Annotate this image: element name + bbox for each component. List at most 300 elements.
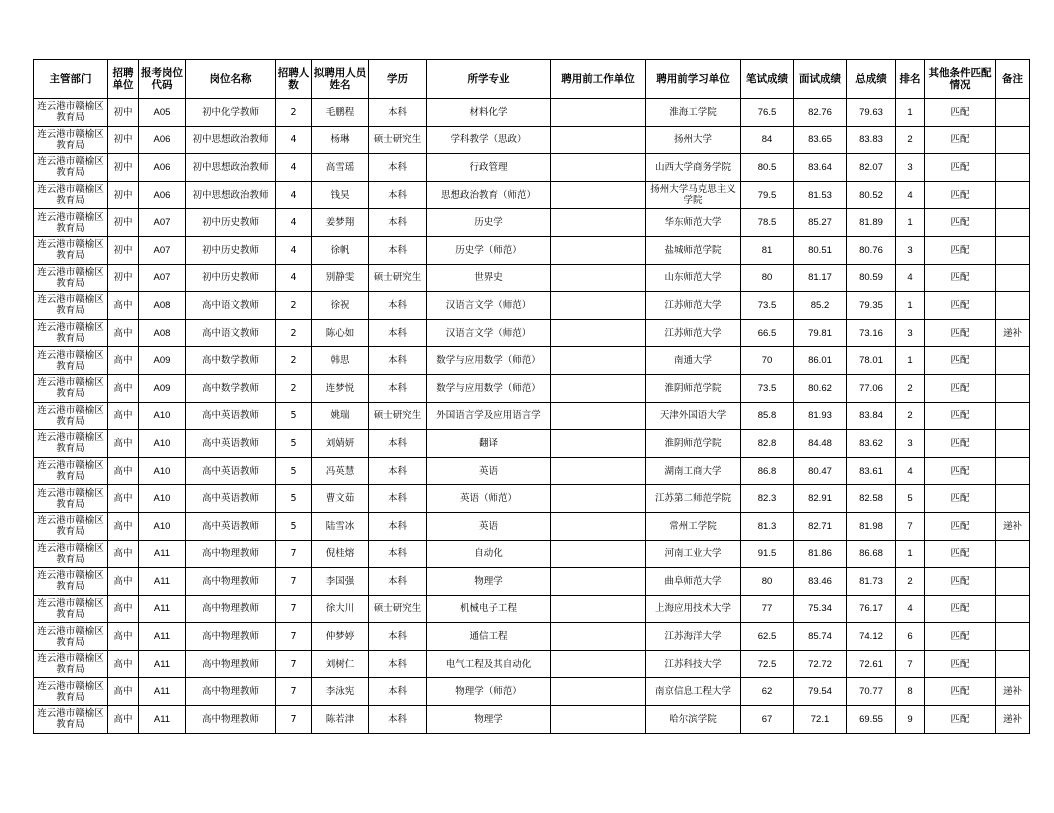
name-cell: 姚瑞	[312, 402, 369, 430]
name-cell: 别静雯	[312, 264, 369, 292]
interview-score-cell: 85.74	[794, 623, 847, 651]
work-cell	[551, 512, 646, 540]
quota-cell: 5	[276, 430, 312, 458]
unit-cell: 高中	[108, 292, 139, 320]
major-cell: 英语	[427, 457, 551, 485]
code-cell: A11	[139, 568, 186, 596]
quota-cell: 5	[276, 457, 312, 485]
dept-cell: 连云港市赣榆区教育局	[34, 540, 108, 568]
dept-cell: 连云港市赣榆区教育局	[34, 154, 108, 182]
post-cell: 初中化学教师	[186, 99, 276, 127]
interview-score-cell: 83.65	[794, 126, 847, 154]
work-cell	[551, 650, 646, 678]
major-cell: 物理学	[427, 568, 551, 596]
table-row	[34, 264, 1030, 292]
rank-cell: 4	[896, 595, 925, 623]
rank-cell: 2	[896, 126, 925, 154]
edu-cell: 本科	[369, 706, 427, 734]
name-cell: 毛鹏程	[312, 99, 369, 127]
match-cell: 匹配	[925, 485, 996, 513]
code-cell: A11	[139, 623, 186, 651]
total-score-cell: 76.17	[847, 595, 896, 623]
school-cell: 扬州大学马克思主义学院	[646, 181, 741, 209]
work-cell	[551, 457, 646, 485]
match-cell: 匹配	[925, 347, 996, 375]
school-cell: 淮阴师范学院	[646, 430, 741, 458]
written-score-cell: 81.3	[741, 512, 794, 540]
interview-score-cell: 75.34	[794, 595, 847, 623]
table-row	[34, 319, 1030, 347]
dept-cell: 连云港市赣榆区教育局	[34, 209, 108, 237]
name-cell: 冯英慧	[312, 457, 369, 485]
edu-cell: 本科	[369, 209, 427, 237]
major-cell: 数学与应用数学（师范）	[427, 374, 551, 402]
total-score-cell: 82.58	[847, 485, 896, 513]
rank-cell: 3	[896, 154, 925, 182]
work-cell	[551, 236, 646, 264]
written-score-cell: 86.8	[741, 457, 794, 485]
note-cell	[996, 292, 1030, 320]
edu-cell: 本科	[369, 485, 427, 513]
name-cell: 曹文茹	[312, 485, 369, 513]
note-cell	[996, 430, 1030, 458]
rank-cell: 6	[896, 623, 925, 651]
hiring-roster-table	[33, 59, 1030, 734]
table-row	[34, 485, 1030, 513]
note-cell	[996, 485, 1030, 513]
written-score-cell: 70	[741, 347, 794, 375]
unit-cell: 高中	[108, 650, 139, 678]
post-cell: 初中历史教师	[186, 209, 276, 237]
major-cell: 英语	[427, 512, 551, 540]
note-cell	[996, 457, 1030, 485]
quota-cell: 5	[276, 512, 312, 540]
post-cell: 高中英语教师	[186, 512, 276, 540]
post-cell: 高中语文教师	[186, 292, 276, 320]
major-cell: 材料化学	[427, 99, 551, 127]
code-cell: A07	[139, 236, 186, 264]
code-cell: A10	[139, 402, 186, 430]
interview-score-cell: 79.81	[794, 319, 847, 347]
dept-cell: 连云港市赣榆区教育局	[34, 319, 108, 347]
name-cell: 仲梦婷	[312, 623, 369, 651]
name-cell: 李国强	[312, 568, 369, 596]
post-cell: 高中物理教师	[186, 540, 276, 568]
work-cell	[551, 209, 646, 237]
name-cell: 徐祝	[312, 292, 369, 320]
unit-cell: 高中	[108, 430, 139, 458]
unit-cell: 高中	[108, 457, 139, 485]
match-cell: 匹配	[925, 623, 996, 651]
note-cell	[996, 181, 1030, 209]
code-cell: A09	[139, 374, 186, 402]
major-cell: 外国语言学及应用语言学	[427, 402, 551, 430]
school-cell: 华东师范大学	[646, 209, 741, 237]
written-score-cell: 67	[741, 706, 794, 734]
rank-cell: 3	[896, 430, 925, 458]
unit-cell: 初中	[108, 236, 139, 264]
total-score-cell: 77.06	[847, 374, 896, 402]
code-cell: A08	[139, 292, 186, 320]
edu-cell: 本科	[369, 650, 427, 678]
code-cell: A11	[139, 706, 186, 734]
rank-cell: 4	[896, 181, 925, 209]
match-cell: 匹配	[925, 209, 996, 237]
table-row	[34, 678, 1030, 706]
school-cell: 山西大学商务学院	[646, 154, 741, 182]
match-cell: 匹配	[925, 181, 996, 209]
school-cell: 哈尔滨学院	[646, 706, 741, 734]
dept-cell: 连云港市赣榆区教育局	[34, 402, 108, 430]
major-cell: 通信工程	[427, 623, 551, 651]
written-score-cell: 78.5	[741, 209, 794, 237]
total-score-cell: 74.12	[847, 623, 896, 651]
match-cell: 匹配	[925, 154, 996, 182]
work-cell	[551, 540, 646, 568]
interview-score-cell: 80.51	[794, 236, 847, 264]
quota-cell: 7	[276, 568, 312, 596]
total-score-cell: 81.98	[847, 512, 896, 540]
post-cell: 高中语文教师	[186, 319, 276, 347]
major-cell: 学科教学（思政）	[427, 126, 551, 154]
dept-cell: 连云港市赣榆区教育局	[34, 485, 108, 513]
note-cell	[996, 650, 1030, 678]
school-cell: 江苏师范大学	[646, 319, 741, 347]
quota-cell: 2	[276, 99, 312, 127]
match-cell: 匹配	[925, 512, 996, 540]
total-score-cell: 86.68	[847, 540, 896, 568]
written-score-cell: 91.5	[741, 540, 794, 568]
unit-cell: 高中	[108, 678, 139, 706]
match-cell: 匹配	[925, 540, 996, 568]
post-cell: 高中物理教师	[186, 595, 276, 623]
table-row	[34, 402, 1030, 430]
interview-score-cell: 72.1	[794, 706, 847, 734]
unit-cell: 高中	[108, 374, 139, 402]
edu-cell: 本科	[369, 99, 427, 127]
match-cell: 匹配	[925, 595, 996, 623]
match-cell: 匹配	[925, 126, 996, 154]
school-cell: 江苏第二师范学院	[646, 485, 741, 513]
dept-cell: 连云港市赣榆区教育局	[34, 512, 108, 540]
total-score-cell: 78.01	[847, 347, 896, 375]
written-score-cell: 76.5	[741, 99, 794, 127]
major-cell: 历史学（师范）	[427, 236, 551, 264]
work-cell	[551, 568, 646, 596]
dept-cell: 连云港市赣榆区教育局	[34, 623, 108, 651]
table-row	[34, 374, 1030, 402]
quota-cell: 4	[276, 154, 312, 182]
name-cell: 钱昊	[312, 181, 369, 209]
note-cell	[996, 99, 1030, 127]
total-score-cell: 79.63	[847, 99, 896, 127]
name-cell: 陈心如	[312, 319, 369, 347]
school-cell: 盐城师范学院	[646, 236, 741, 264]
quota-cell: 5	[276, 485, 312, 513]
dept-cell: 连云港市赣榆区教育局	[34, 126, 108, 154]
quota-cell: 4	[276, 264, 312, 292]
unit-cell: 高中	[108, 319, 139, 347]
rank-cell: 3	[896, 319, 925, 347]
table-row	[34, 99, 1030, 127]
written-score-cell: 73.5	[741, 292, 794, 320]
major-cell: 物理学	[427, 706, 551, 734]
total-score-cell: 83.61	[847, 457, 896, 485]
written-score-cell: 72.5	[741, 650, 794, 678]
rank-cell: 1	[896, 540, 925, 568]
post-cell: 高中英语教师	[186, 457, 276, 485]
dept-cell: 连云港市赣榆区教育局	[34, 292, 108, 320]
match-cell: 匹配	[925, 678, 996, 706]
roster-sheet	[33, 59, 1029, 734]
col-header-edu: 学历	[369, 60, 427, 99]
name-cell: 徐帆	[312, 236, 369, 264]
work-cell	[551, 319, 646, 347]
match-cell: 匹配	[925, 319, 996, 347]
school-cell: 南通大学	[646, 347, 741, 375]
col-header-work: 聘用前工作单位	[551, 60, 646, 99]
table-row	[34, 650, 1030, 678]
dept-cell: 连云港市赣榆区教育局	[34, 568, 108, 596]
match-cell: 匹配	[925, 236, 996, 264]
name-cell: 陈若津	[312, 706, 369, 734]
quota-cell: 7	[276, 706, 312, 734]
col-header-post: 岗位名称	[186, 60, 276, 99]
major-cell: 世界史	[427, 264, 551, 292]
work-cell	[551, 706, 646, 734]
match-cell: 匹配	[925, 457, 996, 485]
note-cell	[996, 568, 1030, 596]
rank-cell: 7	[896, 650, 925, 678]
work-cell	[551, 485, 646, 513]
interview-score-cell: 81.17	[794, 264, 847, 292]
interview-score-cell: 83.64	[794, 154, 847, 182]
work-cell	[551, 402, 646, 430]
quota-cell: 7	[276, 623, 312, 651]
rank-cell: 2	[896, 568, 925, 596]
major-cell: 历史学	[427, 209, 551, 237]
school-cell: 江苏海洋大学	[646, 623, 741, 651]
total-score-cell: 70.77	[847, 678, 896, 706]
code-cell: A10	[139, 457, 186, 485]
match-cell: 匹配	[925, 292, 996, 320]
unit-cell: 高中	[108, 706, 139, 734]
total-score-cell: 83.83	[847, 126, 896, 154]
total-score-cell: 81.73	[847, 568, 896, 596]
interview-score-cell: 80.62	[794, 374, 847, 402]
quota-cell: 2	[276, 374, 312, 402]
dept-cell: 连云港市赣榆区教育局	[34, 595, 108, 623]
work-cell	[551, 430, 646, 458]
col-header-interview: 面试成绩	[794, 60, 847, 99]
unit-cell: 高中	[108, 595, 139, 623]
total-score-cell: 79.35	[847, 292, 896, 320]
dept-cell: 连云港市赣榆区教育局	[34, 430, 108, 458]
name-cell: 杨琳	[312, 126, 369, 154]
code-cell: A11	[139, 595, 186, 623]
post-cell: 高中数学教师	[186, 347, 276, 375]
school-cell: 河南工业大学	[646, 540, 741, 568]
school-cell: 曲阜师范大学	[646, 568, 741, 596]
unit-cell: 高中	[108, 540, 139, 568]
quota-cell: 4	[276, 209, 312, 237]
rank-cell: 4	[896, 264, 925, 292]
unit-cell: 初中	[108, 181, 139, 209]
post-cell: 初中历史教师	[186, 264, 276, 292]
major-cell: 行政管理	[427, 154, 551, 182]
match-cell: 匹配	[925, 706, 996, 734]
col-header-quota: 招聘人数	[276, 60, 312, 99]
school-cell: 山东师范大学	[646, 264, 741, 292]
code-cell: A10	[139, 485, 186, 513]
total-score-cell: 69.55	[847, 706, 896, 734]
rank-cell: 1	[896, 209, 925, 237]
edu-cell: 硕士研究生	[369, 126, 427, 154]
interview-score-cell: 86.01	[794, 347, 847, 375]
major-cell: 数学与应用数学（师范）	[427, 347, 551, 375]
note-cell	[996, 154, 1030, 182]
name-cell: 姜梦翔	[312, 209, 369, 237]
interview-score-cell: 82.91	[794, 485, 847, 513]
post-cell: 高中数学教师	[186, 374, 276, 402]
total-score-cell: 72.61	[847, 650, 896, 678]
match-cell: 匹配	[925, 402, 996, 430]
post-cell: 高中物理教师	[186, 623, 276, 651]
table-row	[34, 623, 1030, 651]
major-cell: 物理学（师范）	[427, 678, 551, 706]
quota-cell: 2	[276, 347, 312, 375]
post-cell: 高中英语教师	[186, 430, 276, 458]
unit-cell: 高中	[108, 347, 139, 375]
work-cell	[551, 264, 646, 292]
rank-cell: 2	[896, 402, 925, 430]
match-cell: 匹配	[925, 568, 996, 596]
name-cell: 高雪瑶	[312, 154, 369, 182]
major-cell: 汉语言文学（师范）	[427, 292, 551, 320]
edu-cell: 本科	[369, 457, 427, 485]
edu-cell: 硕士研究生	[369, 402, 427, 430]
edu-cell: 本科	[369, 181, 427, 209]
post-cell: 高中英语教师	[186, 402, 276, 430]
major-cell: 机械电子工程	[427, 595, 551, 623]
edu-cell: 本科	[369, 623, 427, 651]
total-score-cell: 82.07	[847, 154, 896, 182]
table-row	[34, 126, 1030, 154]
written-score-cell: 81	[741, 236, 794, 264]
unit-cell: 高中	[108, 402, 139, 430]
col-header-unit: 招聘单位	[108, 60, 139, 99]
total-score-cell: 80.59	[847, 264, 896, 292]
school-cell: 淮阴师范学院	[646, 374, 741, 402]
written-score-cell: 80	[741, 264, 794, 292]
edu-cell: 本科	[369, 540, 427, 568]
edu-cell: 硕士研究生	[369, 595, 427, 623]
note-cell	[996, 236, 1030, 264]
quota-cell: 7	[276, 650, 312, 678]
col-header-total: 总成绩	[847, 60, 896, 99]
total-score-cell: 83.62	[847, 430, 896, 458]
written-score-cell: 80.5	[741, 154, 794, 182]
dept-cell: 连云港市赣榆区教育局	[34, 236, 108, 264]
edu-cell: 本科	[369, 347, 427, 375]
post-cell: 高中物理教师	[186, 706, 276, 734]
code-cell: A07	[139, 209, 186, 237]
rank-cell: 5	[896, 485, 925, 513]
major-cell: 翻译	[427, 430, 551, 458]
post-cell: 高中英语教师	[186, 485, 276, 513]
note-cell	[996, 347, 1030, 375]
written-score-cell: 62	[741, 678, 794, 706]
rank-cell: 7	[896, 512, 925, 540]
dept-cell: 连云港市赣榆区教育局	[34, 181, 108, 209]
work-cell	[551, 678, 646, 706]
note-cell	[996, 402, 1030, 430]
school-cell: 南京信息工程大学	[646, 678, 741, 706]
unit-cell: 初中	[108, 99, 139, 127]
note-cell: 递补	[996, 512, 1030, 540]
interview-score-cell: 85.2	[794, 292, 847, 320]
name-cell: 刘婧妍	[312, 430, 369, 458]
major-cell: 汉语言文学（师范）	[427, 319, 551, 347]
dept-cell: 连云港市赣榆区教育局	[34, 457, 108, 485]
col-header-dept: 主管部门	[34, 60, 108, 99]
edu-cell: 本科	[369, 678, 427, 706]
edu-cell: 本科	[369, 568, 427, 596]
unit-cell: 初中	[108, 126, 139, 154]
match-cell: 匹配	[925, 99, 996, 127]
edu-cell: 本科	[369, 430, 427, 458]
written-score-cell: 80	[741, 568, 794, 596]
table-row	[34, 292, 1030, 320]
edu-cell: 本科	[369, 319, 427, 347]
work-cell	[551, 595, 646, 623]
table-row	[34, 181, 1030, 209]
quota-cell: 4	[276, 181, 312, 209]
code-cell: A06	[139, 154, 186, 182]
edu-cell: 本科	[369, 374, 427, 402]
rank-cell: 9	[896, 706, 925, 734]
school-cell: 天津外国语大学	[646, 402, 741, 430]
code-cell: A05	[139, 99, 186, 127]
written-score-cell: 66.5	[741, 319, 794, 347]
work-cell	[551, 374, 646, 402]
col-header-note: 备注	[996, 60, 1030, 99]
note-cell: 递补	[996, 319, 1030, 347]
dept-cell: 连云港市赣榆区教育局	[34, 678, 108, 706]
interview-score-cell: 79.54	[794, 678, 847, 706]
match-cell: 匹配	[925, 264, 996, 292]
code-cell: A11	[139, 540, 186, 568]
post-cell: 高中物理教师	[186, 650, 276, 678]
table-row	[34, 540, 1030, 568]
written-score-cell: 84	[741, 126, 794, 154]
quota-cell: 4	[276, 236, 312, 264]
table-row	[34, 154, 1030, 182]
interview-score-cell: 81.53	[794, 181, 847, 209]
edu-cell: 本科	[369, 292, 427, 320]
table-row	[34, 209, 1030, 237]
code-cell: A11	[139, 650, 186, 678]
edu-cell: 本科	[369, 154, 427, 182]
school-cell: 扬州大学	[646, 126, 741, 154]
total-score-cell: 83.84	[847, 402, 896, 430]
school-cell: 淮海工学院	[646, 99, 741, 127]
col-header-major: 所学专业	[427, 60, 551, 99]
rank-cell: 4	[896, 457, 925, 485]
table-header-row	[34, 60, 1030, 99]
table-row	[34, 347, 1030, 375]
quota-cell: 7	[276, 540, 312, 568]
